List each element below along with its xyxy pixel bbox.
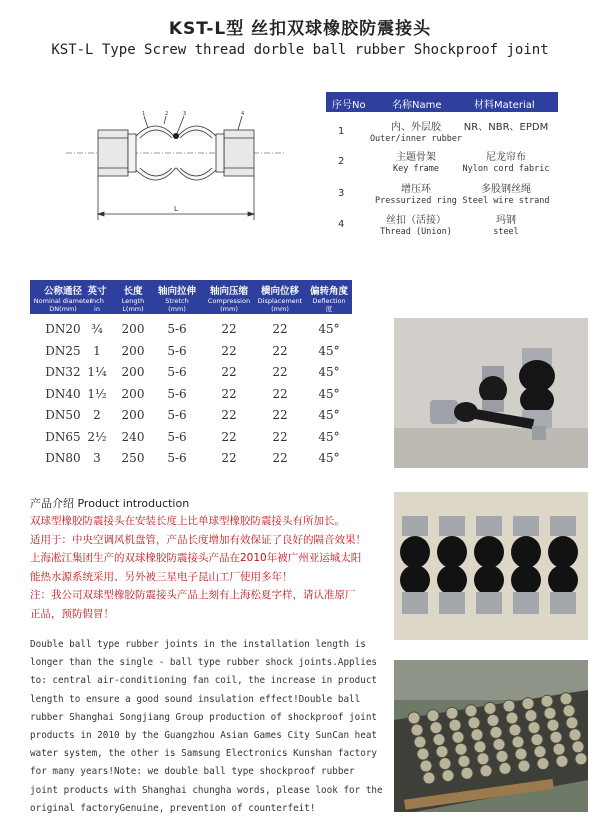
product-photo-pallet <box>394 660 588 812</box>
dimensions-cell: 45° <box>318 451 340 465</box>
dimensions-cell: 2½ <box>87 429 107 444</box>
callout-2: 2 <box>165 111 169 117</box>
dim-header-col <box>254 283 306 313</box>
dim-header-en: Stretch <box>165 297 189 305</box>
dimensions-row <box>30 430 352 450</box>
dimensions-row <box>30 451 352 471</box>
materials-row-material-en: Nylon cord fabric <box>462 164 550 174</box>
materials-row-name-cn: 增压环 <box>401 184 431 195</box>
page-title-cn: KST-L型 丝扣双球橡胶防震接头 <box>168 19 432 39</box>
materials-row-name-en: Outer/inner rubber <box>369 134 463 144</box>
dim-header-unit: L(mm) <box>122 305 144 313</box>
dim-header-col <box>80 283 114 313</box>
dim-header-col <box>204 283 254 313</box>
materials-row-no: 1 <box>338 126 345 137</box>
dimensions-cell: 22 <box>272 343 288 358</box>
materials-row-name-en: Key frame <box>392 164 440 174</box>
dimensions-cell: DN50 <box>45 408 81 422</box>
dim-header-en: Displacement <box>257 297 303 305</box>
dimensions-cell: 1 <box>93 343 101 358</box>
dimensions-cell: 240 <box>121 429 145 444</box>
dim-header-unit: DN(mm) <box>49 305 77 313</box>
intro-title: 产品介绍 Product introduction <box>30 497 190 510</box>
materials-row-material-cn: 多股钢丝绳 <box>481 184 531 195</box>
materials-row-material-cn: 尼龙帘布 <box>486 152 526 163</box>
dim-header-unit: (mm) <box>271 305 289 313</box>
dim-header-unit: (mm) <box>220 305 238 313</box>
dimensions-row <box>30 322 352 342</box>
dimensions-cell: 5-6 <box>167 451 187 465</box>
dimensions-cell: 22 <box>272 365 288 379</box>
dimensions-cell: 22 <box>221 451 237 465</box>
materials-header-name: 名称Name <box>392 100 442 111</box>
intro-en-line: length to ensure a good sound insulation effect!Double ball <box>30 693 361 705</box>
intro-en-line: longer than the single - ball type rubber shock joints.Applies <box>30 657 378 669</box>
dimensions-row <box>30 344 352 364</box>
dimensions-cell: 22 <box>272 322 288 336</box>
dimensions-cell: 22 <box>272 451 288 465</box>
dimensions-cell: 45° <box>318 365 340 379</box>
dim-header-col <box>306 283 352 313</box>
dimension-label: L <box>174 205 178 213</box>
dim-header-col <box>152 283 202 313</box>
dimensions-cell: DN32 <box>45 365 81 379</box>
dimensions-cell: 1¼ <box>87 365 107 379</box>
materials-row-name-cn: 内、外层胶 <box>391 122 441 133</box>
materials-row <box>326 180 558 210</box>
dimensions-cell: 200 <box>121 365 145 379</box>
dimensions-cell: 5-6 <box>167 365 187 379</box>
intro-cn-line: 双球型橡胶防震接头在安装长度上比单球型橡胶防震接头有所加长。 <box>30 515 345 527</box>
dimensions-cell: DN25 <box>45 343 81 358</box>
callout-4: 4 <box>241 111 245 117</box>
page-title-en: KST-L Type Screw thread dorble ball rubber Shockproof joint <box>51 42 549 58</box>
dimensions-cell: 5-6 <box>167 408 187 422</box>
dimensions-cell: 200 <box>121 322 145 336</box>
dimensions-cell: 45° <box>318 343 340 358</box>
dimensions-cell: 5-6 <box>167 343 187 358</box>
dimensions-cell: 22 <box>221 429 237 444</box>
dim-header-unit: 度 <box>325 305 333 313</box>
materials-header-no: 序号No <box>332 100 366 111</box>
intro-en-line: Double ball type rubber joints in the installation length is <box>30 639 366 650</box>
joint-technical-drawing <box>66 108 286 233</box>
dimensions-table-header <box>30 280 352 314</box>
dimensions-cell: 5-6 <box>167 322 187 336</box>
dimensions-cell: 200 <box>121 386 145 401</box>
intro-en-line: joint products with Shanghai chungha words, please look for the <box>30 784 383 796</box>
dimensions-cell: 22 <box>221 408 237 422</box>
dimensions-cell: DN65 <box>45 429 81 444</box>
dim-header-cn: 横向位移 <box>260 286 299 297</box>
dimensions-cell: DN40 <box>45 386 81 401</box>
dimensions-cell: 45° <box>318 408 340 422</box>
dimensions-cell: 22 <box>221 365 237 379</box>
pressure-ring-dot <box>173 133 179 139</box>
materials-row-name-en: Pressurized ring <box>375 196 457 206</box>
callout-1: 1 <box>142 111 146 117</box>
product-photo-lineup <box>394 492 588 640</box>
materials-header-material: 材料Material <box>474 100 535 111</box>
dimensions-row <box>30 408 352 428</box>
dimensions-cell: 1½ <box>87 386 107 401</box>
dimensions-row <box>30 365 352 385</box>
intro-en-line: for many years!Note: we double ball type shockproof rubber <box>30 766 355 778</box>
callout-3: 3 <box>183 111 187 117</box>
materials-row <box>326 211 558 241</box>
dim-header-cn: 公称通径 <box>43 286 82 297</box>
materials-table-header <box>326 92 558 112</box>
intro-cn-line: 正品，预防假冒！ <box>30 607 114 620</box>
materials-row-no: 2 <box>338 156 345 167</box>
dimensions-cell: 45° <box>318 386 340 401</box>
dim-header-en: Nominal diameter <box>33 297 93 305</box>
dimensions-cell: DN80 <box>45 451 81 465</box>
dim-header-unit: in <box>94 305 100 313</box>
materials-row-material-cn: NR、NBR、EPDM <box>463 122 549 133</box>
intro-en-line: water system, the other is Samsung Electronics Kunshan factory <box>30 748 378 760</box>
materials-row-name-cn: 丝扣（活接） <box>386 215 446 226</box>
dimensions-cell: ¾ <box>91 322 103 336</box>
dimensions-cell: 22 <box>272 429 288 444</box>
dimensions-cell: 200 <box>121 343 145 358</box>
dim-header-cn: 英寸 <box>87 286 107 297</box>
dim-header-en: Inch <box>90 297 104 305</box>
materials-row-material-en: Steel wire strand <box>462 196 550 206</box>
dim-header-en: Deflection <box>312 297 346 305</box>
dimensions-cell: 5-6 <box>167 386 187 401</box>
dimensions-cell: 22 <box>272 408 288 422</box>
dim-header-unit: (mm) <box>168 305 186 313</box>
dimensions-cell: 45° <box>318 322 340 336</box>
intro-en-line: rubber Shanghai Songjiang Group production of shockproof joint <box>30 711 378 723</box>
dim-header-cn: 偏转角度 <box>309 286 348 297</box>
dimensions-row <box>30 387 352 407</box>
intro-cn-line: 适用于：中央空调风机盘管，产品长度增加有效保证了良好的隔音效果！ <box>30 533 366 546</box>
dimensions-cell: 2 <box>93 408 101 422</box>
dim-header-cn: 轴向拉伸 <box>157 286 196 297</box>
dim-header-col <box>114 283 152 313</box>
intro-cn-line: 能热水源系统采用、另外被三星电子昆山工厂使用多年！ <box>30 570 293 583</box>
dim-header-cn: 轴向压缩 <box>209 286 248 297</box>
dim-header-cn: 长度 <box>123 286 143 297</box>
dimensions-cell: 22 <box>272 386 288 401</box>
dimensions-cell: 45° <box>318 429 340 444</box>
intro-en-line: products in 2010 by the Guangzhou Asian Games City SunCan heat <box>30 730 378 741</box>
dimensions-cell: 22 <box>221 322 237 336</box>
dimensions-cell: 22 <box>221 343 237 358</box>
dim-header-en: Length <box>121 297 145 305</box>
dimensions-cell: 250 <box>121 451 145 465</box>
materials-row <box>326 148 558 178</box>
dimensions-cell: 22 <box>221 386 237 401</box>
dimensions-cell: 5-6 <box>167 429 187 444</box>
intro-cn-line: 注：我公司双球型橡胶防震接头产品上刻有上海松夏字样，请认准原厂 <box>30 589 356 601</box>
dimensions-cell: 200 <box>121 408 145 422</box>
product-photo-assorted <box>394 318 588 468</box>
materials-row-name-en: Thread (Union) <box>380 227 452 237</box>
materials-row-material-en: steel <box>493 227 519 237</box>
materials-row <box>326 118 558 148</box>
dimensions-cell: DN20 <box>45 322 81 336</box>
intro-en-line: original factoryGenuine, prevention of counterfeit! <box>30 802 316 814</box>
materials-row-name-cn: 主题骨架 <box>396 152 436 163</box>
dim-header-en: Compression <box>207 297 251 305</box>
materials-row-no: 4 <box>338 219 345 230</box>
intro-cn-line: 上海凇江集团生产的双球橡胶防震接头产品在2010年被广州亚运城太阳 <box>30 552 362 564</box>
materials-row-material-cn: 玛钢 <box>496 215 516 226</box>
intro-en-line: to: central air-conditioning fan coil, the increase in product <box>30 675 378 687</box>
materials-row-no: 3 <box>338 188 345 199</box>
dimensions-cell: 3 <box>93 451 101 465</box>
